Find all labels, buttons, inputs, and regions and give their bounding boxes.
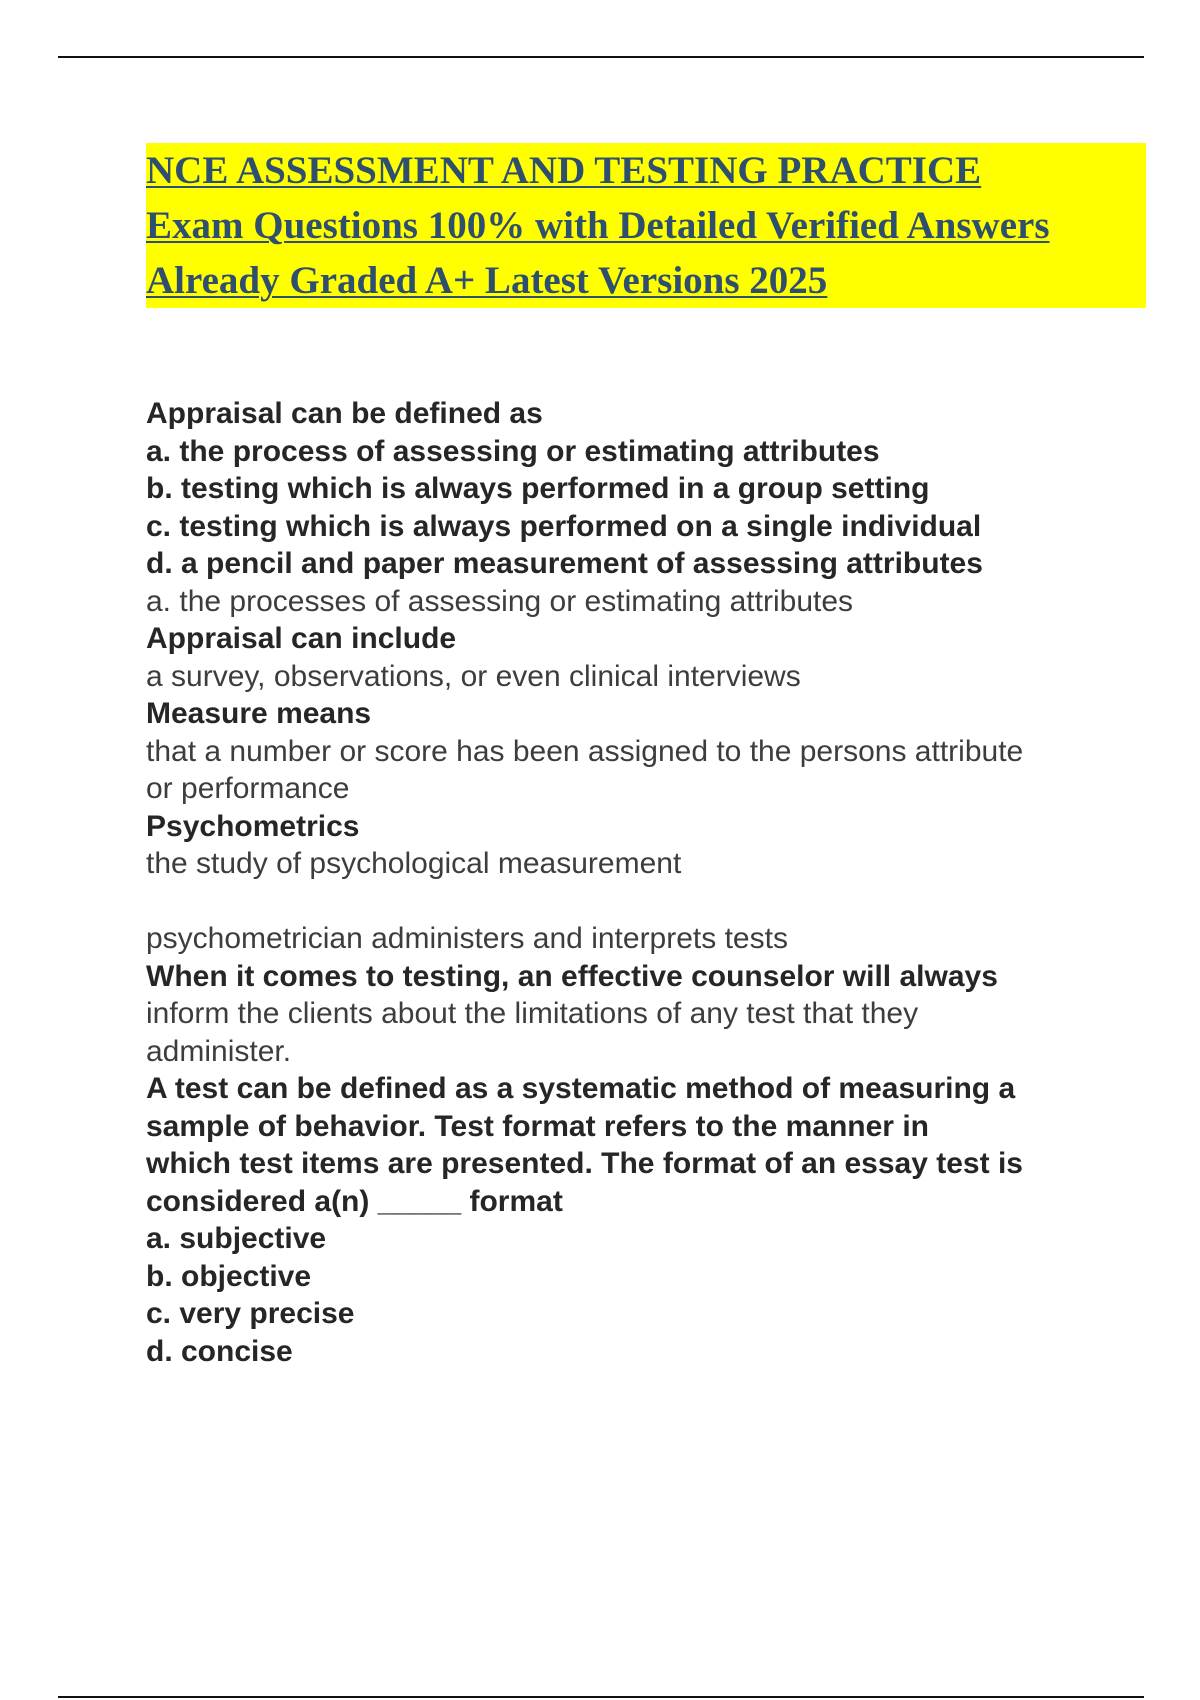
answer-text: a survey, observations, or even clinical interviews: [146, 659, 801, 693]
option-c: c. very precise: [146, 1297, 355, 1330]
answer-text: or performance: [146, 772, 350, 805]
question-text: A test can be defined as a systematic method of measuring a: [146, 1072, 1016, 1105]
document-title: [146, 143, 1146, 308]
option-b: b. objective: [146, 1259, 312, 1293]
answer-text: the study of psychological measurement: [146, 847, 682, 880]
answer-text: that a number or score has been assigned to the persons attribute: [146, 734, 1024, 768]
blank-line: [146, 883, 1146, 921]
answer-text: inform the clients about the limitations of any test that they: [146, 997, 919, 1030]
option-d: d. concise: [146, 1334, 293, 1368]
question-text: Psychometrics: [146, 809, 360, 843]
option-b: b. testing which is always performed in a group setting: [146, 472, 930, 505]
title-line-3: Already Graded A+ Latest Versions 2025: [146, 253, 1146, 308]
question-text: When it comes to testing, an effective counselor will always: [146, 959, 998, 993]
bottom-rule: [58, 1696, 1144, 1698]
question-text: which test items are presented. The format of an essay test is: [146, 1147, 1023, 1180]
option-a: a. the process of assessing or estimating attributes: [146, 434, 880, 468]
top-rule: [58, 56, 1144, 58]
question-text: sample of behavior. Test format refers to the manner in: [146, 1109, 929, 1143]
answer-text: psychometrician administers and interprets tests: [146, 922, 788, 955]
question-text: considered a(n) _____ format: [146, 1184, 563, 1218]
question-text: Appraisal can be defined as: [146, 397, 543, 430]
option-d: d. a pencil and paper measurement of assessing attributes: [146, 547, 983, 580]
qa-content: [146, 395, 1146, 1370]
question-text: Appraisal can include: [146, 622, 457, 655]
question-text: Measure means: [146, 697, 372, 730]
option-c: c. testing which is always performed on a single individual: [146, 509, 982, 543]
answer-text: administer.: [146, 1034, 292, 1068]
answer-text: a. the processes of assessing or estimating attributes: [146, 584, 854, 618]
option-a: a. subjective: [146, 1222, 327, 1255]
title-line-1: NCE ASSESSMENT AND TESTING PRACTICE: [146, 143, 1146, 198]
title-line-2: Exam Questions 100% with Detailed Verified Answers: [146, 198, 1146, 253]
